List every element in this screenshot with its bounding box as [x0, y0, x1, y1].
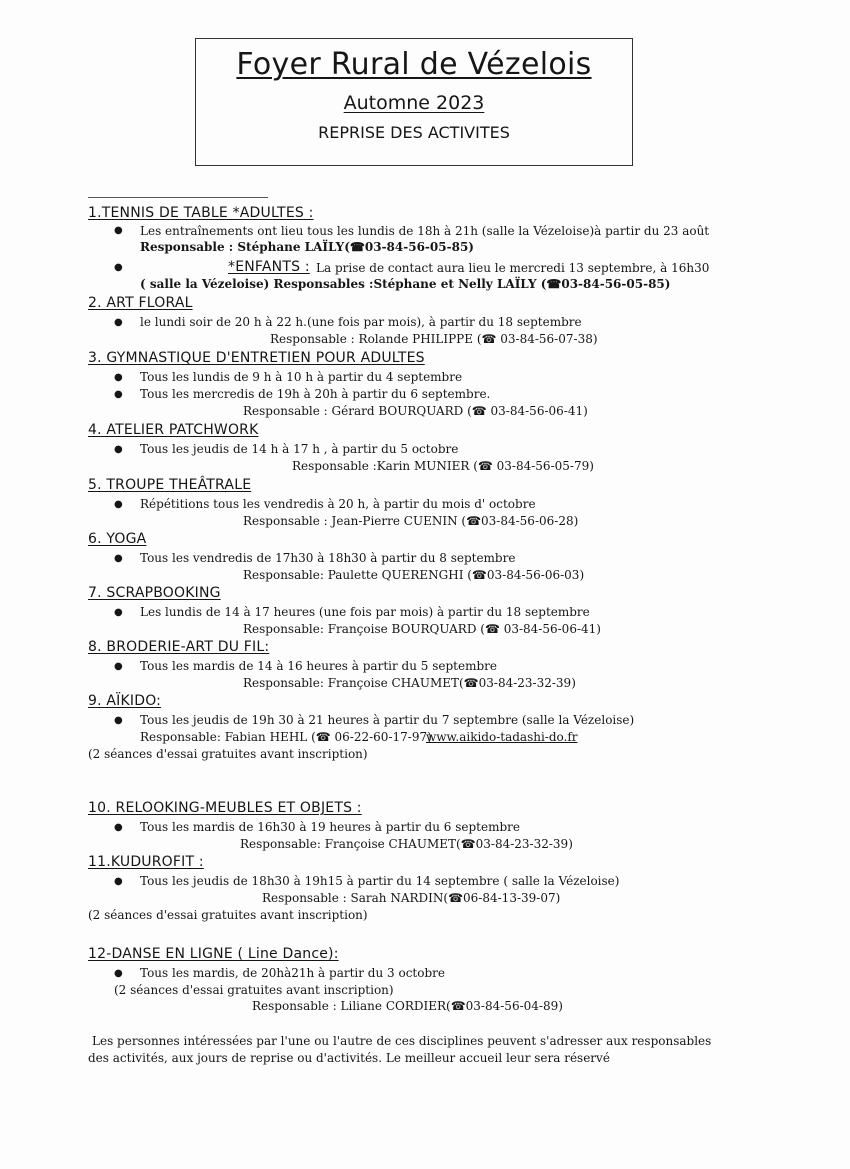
responsable-line: Responsable : Liliane CORDIER(☎03-84-56-04-89)	[252, 999, 563, 1013]
responsable-line: Responsable : Stéphane LAÏLY(☎03-84-56-05-85)	[140, 240, 474, 254]
footer-line: Les personnes intéressées par l'une ou l'autre de ces disciplines peuvent s'adresser aux responsables	[92, 1034, 712, 1048]
trial-note: (2 séances d'essai gratuites avant inscription)	[88, 747, 368, 761]
section-title-gymnastique: 3. GYMNASTIQUE D'ENTRETIEN POUR ADULTES	[88, 350, 425, 366]
section-title-danse: 12-DANSE EN LIGNE ( Line Dance):	[88, 946, 339, 962]
responsable-line: Responsable : Jean-Pierre CUENIN (☎03-84-56-06-28)	[243, 514, 579, 528]
responsable-line: Responsable : Gérard BOURQUARD (☎ 03-84-56-06-41)	[243, 404, 588, 418]
responsable-line: Responsable :Karin MUNIER (☎ 03-84-56-05-79)	[292, 459, 594, 473]
section-line: La prise de contact aura lieu le mercredi 13 septembre, à 16h30	[316, 261, 710, 275]
section-line: Les lundis de 14 à 17 heures (une fois par mois) à partir du 18 septembre	[140, 605, 590, 619]
section-line: Tous les mardis de 14 à 16 heures à partir du 5 septembre	[140, 659, 497, 673]
section-line: Répétitions tous les vendredis à 20 h, à partir du mois d' octobre	[140, 497, 536, 511]
responsable-line: Responsable: Paulette QUERENGHI (☎03-84-56-06-03)	[243, 568, 585, 582]
section-title-kudurofit: 11.KUDUROFIT :	[88, 854, 204, 870]
bullet-icon: ●	[114, 372, 123, 383]
document-subtitle: Automne 2023	[343, 92, 485, 114]
responsable-line: Responsable: Françoise CHAUMET(☎03-84-23-32-39)	[243, 676, 576, 690]
section-title-relooking: 10. RELOOKING-MEUBLES ET OBJETS :	[88, 800, 362, 816]
section-title-theatre: 5. TROUPE THEÂTRALE	[88, 477, 252, 493]
section-line: Tous les jeudis de 14 h à 17 h , à partir du 5 octobre	[140, 442, 459, 456]
section-title-aikido: 9. AÏKIDO:	[88, 693, 162, 709]
section-line: Tous les jeudis de 19h 30 à 21 heures à partir du 7 septembre (salle la Vézeloise)	[140, 713, 635, 727]
responsable-line: Responsable: Fabian HEHL (☎ 06-22-60-17-97)	[140, 730, 432, 744]
section-title-scrapbooking: 7. SCRAPBOOKING	[88, 585, 221, 601]
bullet-icon: ●	[114, 499, 123, 510]
responsable-line: ( salle la Vézeloise) Responsables :Stéphane et Nelly LAÏLY (☎03-84-56-05-85)	[140, 277, 671, 291]
section-title-tennis: 1.TENNIS DE TABLE *ADULTES :	[88, 205, 314, 221]
section-title-yoga: 6. YOGA	[88, 531, 147, 547]
section-line: Les entraînements ont lieu tous les lundis de 18h à 21h (salle la Vézeloise)à partir du 23 août	[140, 224, 710, 238]
bullet-icon: ●	[114, 822, 123, 833]
section-title-patchwork: 4. ATELIER PATCHWORK	[88, 422, 259, 438]
bullet-icon: ●	[114, 715, 123, 726]
section-title-broderie: 8. BRODERIE-ART DU FIL:	[88, 639, 270, 655]
responsable-line: Responsable: Françoise BOURQUARD (☎ 03-84-56-06-41)	[243, 622, 601, 636]
bullet-icon: ●	[114, 262, 123, 273]
bullet-icon: ●	[114, 317, 123, 328]
section-line: Tous les vendredis de 17h30 à 18h30 à partir du 8 septembre	[140, 551, 516, 565]
section-line: Tous les mardis, de 20hà21h à partir du 3 octobre	[140, 966, 445, 980]
responsable-line: Responsable : Sarah NARDIN(☎06-84-13-39-07)	[262, 891, 561, 905]
bullet-icon: ●	[114, 876, 123, 887]
section-title-art-floral: 2. ART FLORAL	[88, 295, 193, 311]
subsection-title-enfants: *ENFANTS :	[228, 259, 310, 275]
section-line: Tous les jeudis de 18h30 à 19h15 à partir du 14 septembre ( salle la Vézeloise)	[140, 874, 620, 888]
footer-line: des activités, aux jours de reprise ou d'activités. Le meilleur accueil leur sera réservé	[88, 1051, 610, 1065]
bullet-icon: ●	[114, 444, 123, 455]
document-title: Foyer Rural de Vézelois	[236, 47, 592, 82]
trial-note: (2 séances d'essai gratuites avant inscription)	[114, 983, 394, 997]
trial-note: (2 séances d'essai gratuites avant inscription)	[88, 908, 368, 922]
bullet-icon: ●	[114, 225, 123, 236]
section-line: le lundi soir de 20 h à 22 h.(une fois par mois), à partir du 18 septembre	[140, 315, 582, 329]
section-line: Tous les lundis de 9 h à 10 h à partir du 4 septembre	[140, 370, 463, 384]
bullet-icon: ●	[114, 661, 123, 672]
section-line: Tous les mercredis de 19h à 20h à partir du 6 septembre.	[140, 387, 491, 401]
document-tagline: REPRISE DES ACTIVITES	[318, 123, 510, 142]
aikido-website-link[interactable]: www.aikido-tadashi-do.fr	[426, 730, 578, 744]
bullet-icon: ●	[114, 553, 123, 564]
responsable-line: Responsable : Rolande PHILIPPE (☎ 03-84-56-07-38)	[270, 332, 598, 346]
bullet-icon: ●	[114, 389, 123, 400]
responsable-line: Responsable: Françoise CHAUMET(☎03-84-23-32-39)	[240, 837, 573, 851]
section-line: Tous les mardis de 16h30 à 19 heures à partir du 6 septembre	[140, 820, 520, 834]
bullet-icon: ●	[114, 607, 123, 618]
bullet-icon: ●	[114, 968, 123, 979]
